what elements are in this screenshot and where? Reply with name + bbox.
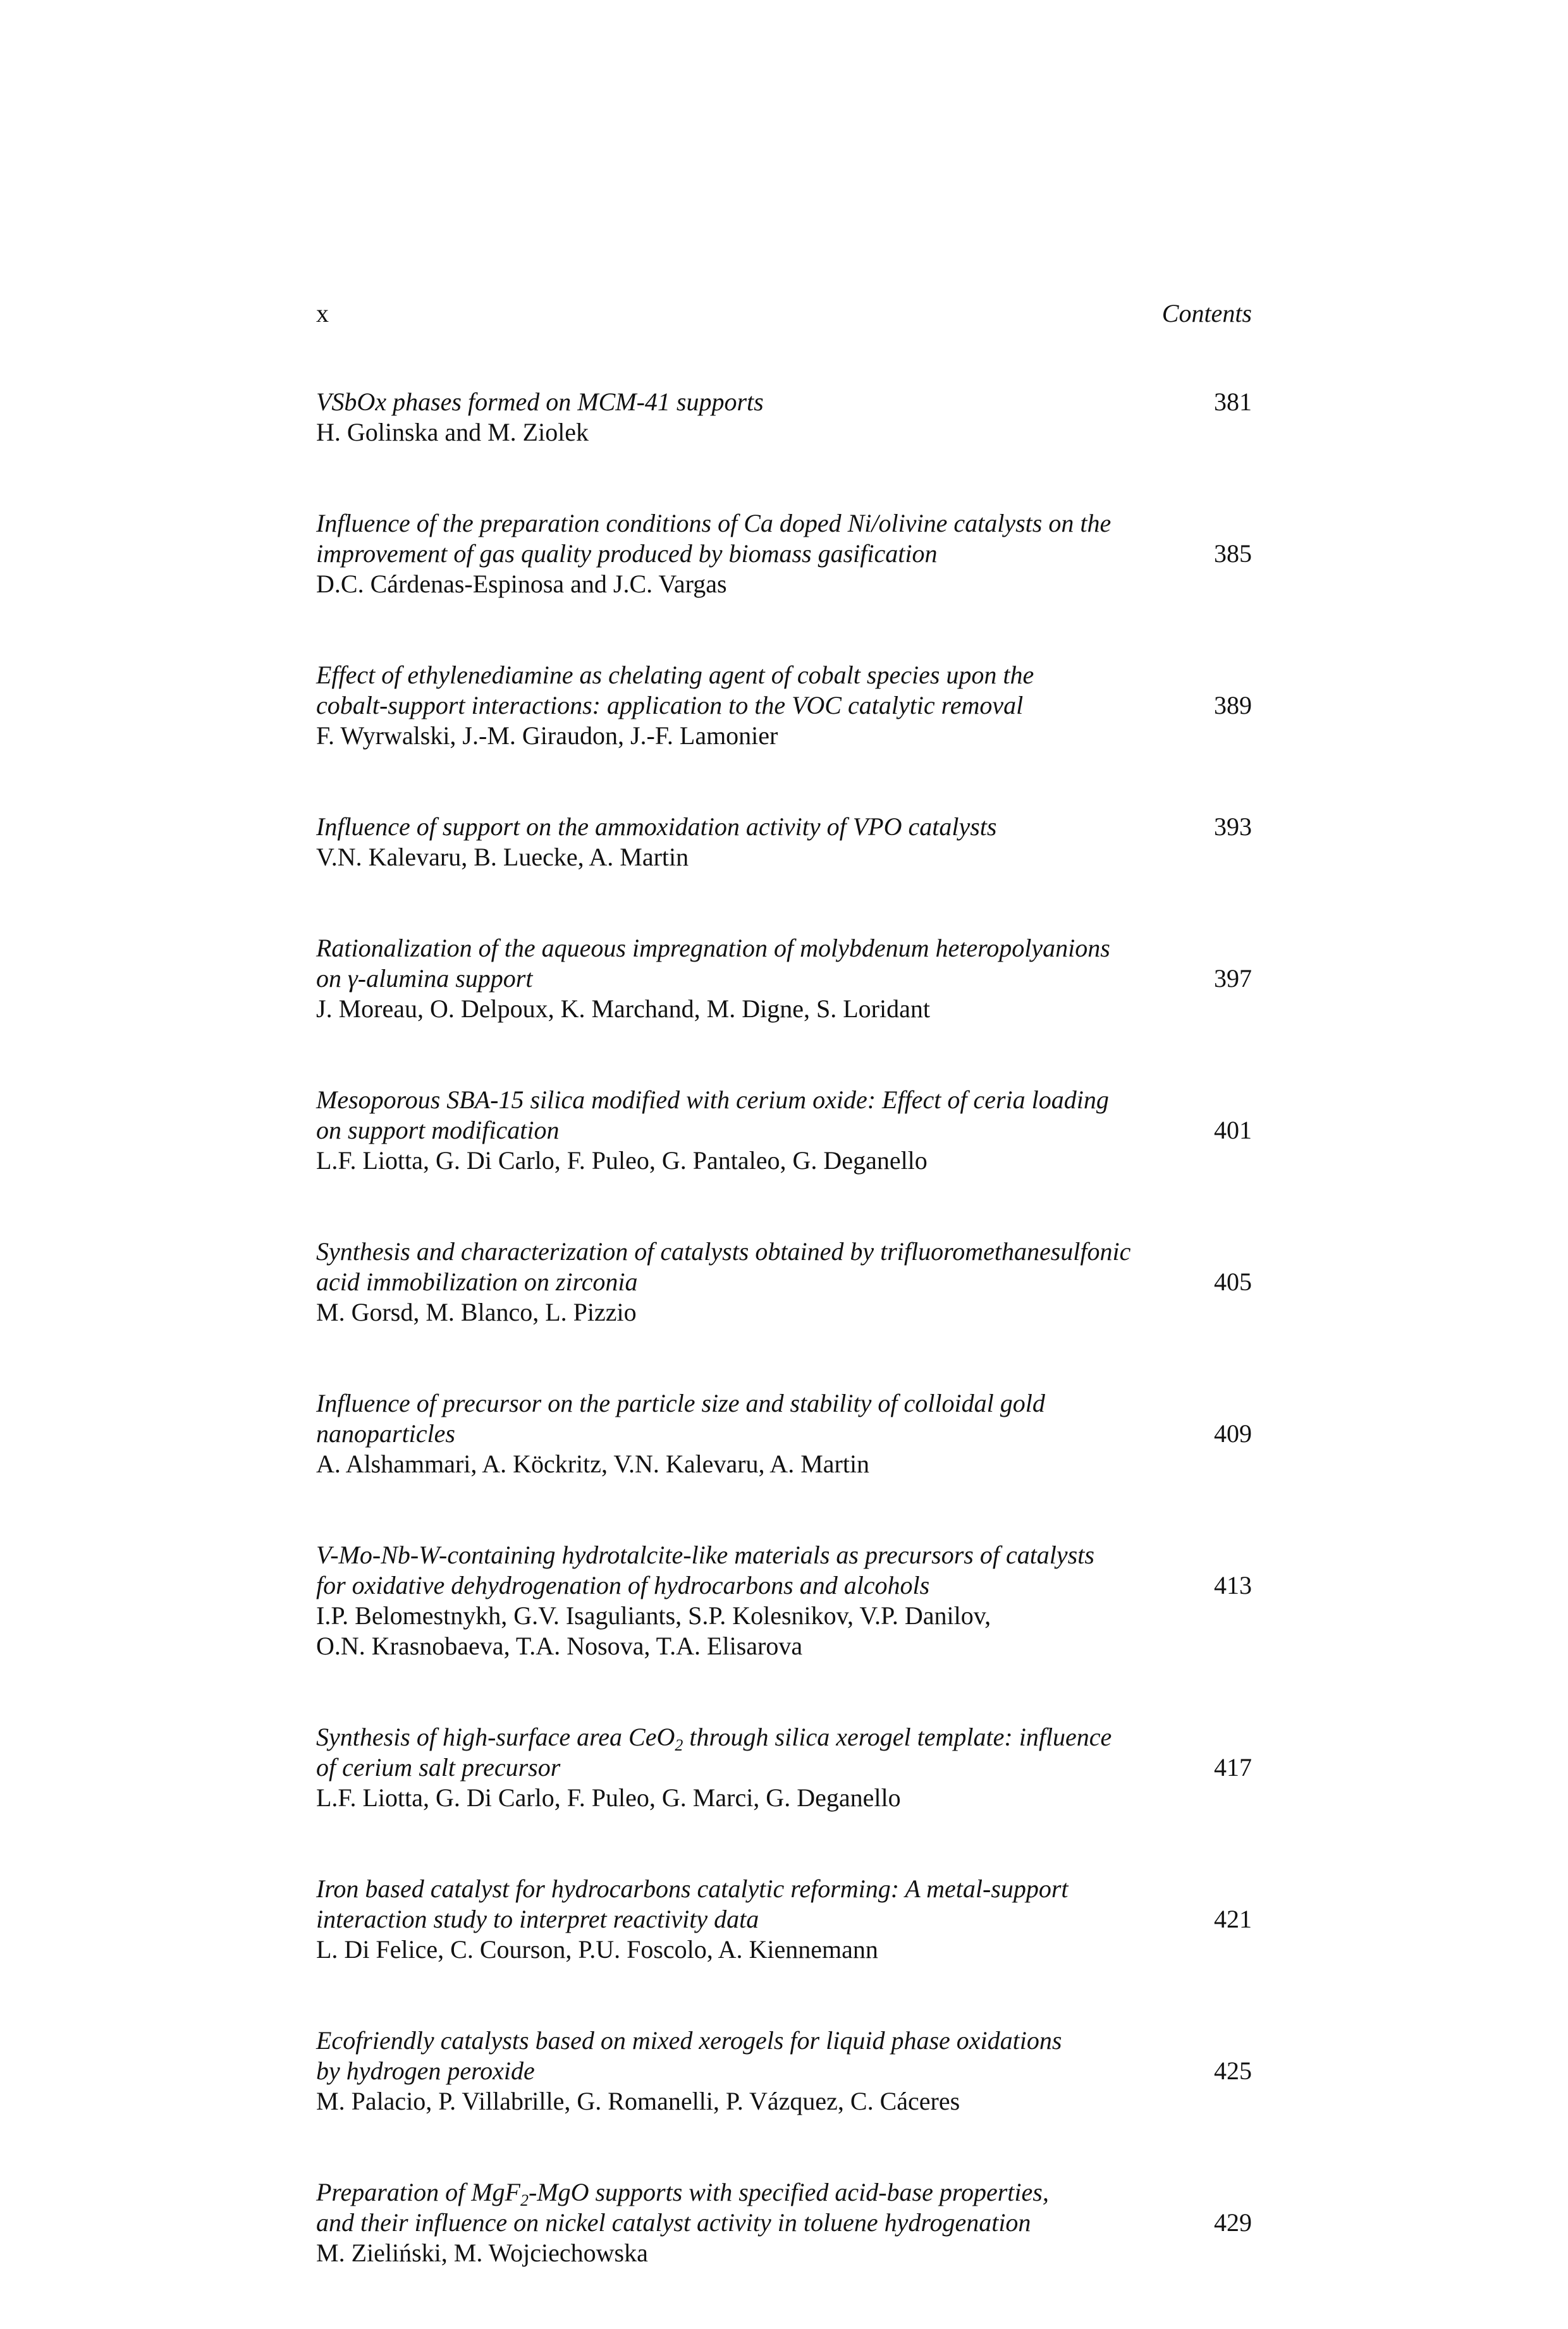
entry-title-line: by hydrogen peroxide (316, 2057, 535, 2085)
entry-page-number[interactable]: 401 (1214, 1116, 1252, 1144)
toc-entry[interactable] (316, 1085, 1252, 1176)
toc-entry[interactable] (316, 1237, 1252, 1328)
entry-authors-line: D.C. Cárdenas-Espinosa and J.C. Vargas (316, 570, 727, 598)
toc-entry[interactable] (316, 812, 1252, 872)
entry-authors-line: L.F. Liotta, G. Di Carlo, F. Puleo, G. Pantaleo, G. Deganello (316, 1146, 928, 1175)
entry-title-line: interaction study to interpret reactivity data (316, 1905, 759, 1933)
entry-title-line: acid immobilization on zirconia (316, 1268, 638, 1296)
entry-authors-line: O.N. Krasnobaeva, T.A. Nosova, T.A. Elisarova (316, 1632, 803, 1660)
toc-entry[interactable] (316, 1388, 1252, 1479)
entry-title-line: Influence of the preparation conditions of Ca doped Ni/olivine catalysts on the (316, 509, 1112, 537)
toc-entry[interactable] (316, 1722, 1252, 1813)
page-header (316, 298, 1252, 336)
entry-authors-line: M. Palacio, P. Villabrille, G. Romanelli, P. Vázquez, C. Cáceres (316, 2087, 960, 2115)
entry-page-number[interactable]: 421 (1214, 1905, 1252, 1933)
entry-title-line: Ecofriendly catalysts based on mixed xerogels for liquid phase oxidations (316, 2026, 1062, 2055)
entry-title-line: Synthesis of high-surface area CeO$_2$ through silica xerogel template: influence (316, 1723, 1112, 1754)
entry-title-line: Iron based catalyst for hydrocarbons catalytic reforming: A metal-support (316, 1874, 1069, 1903)
entry-page-number[interactable]: 385 (1214, 539, 1252, 568)
toc-entry[interactable] (316, 660, 1252, 751)
toc-entry[interactable] (316, 2177, 1252, 2268)
entry-page-number[interactable]: 405 (1214, 1268, 1252, 1296)
entry-title-line: V-Mo-Nb-W-containing hydrotalcite-like materials as precursors of catalysts (316, 1541, 1094, 1569)
entry-page-number[interactable]: 409 (1214, 1419, 1252, 1448)
toc-entry[interactable] (316, 1874, 1252, 1965)
running-title: Contents (1161, 299, 1252, 327)
entry-authors-line: F. Wyrwalski, J.-M. Giraudon, J.-F. Lamonier (316, 721, 778, 750)
entry-authors-line: V.N. Kalevaru, B. Luecke, A. Martin (316, 843, 689, 871)
toc-entry[interactable] (316, 508, 1252, 599)
entry-page-number[interactable]: 389 (1214, 691, 1252, 719)
entry-authors-line: A. Alshammari, A. Köckritz, V.N. Kalevaru, A. Martin (316, 1450, 870, 1478)
entry-page-number[interactable]: 413 (1214, 1571, 1252, 1599)
entry-authors-line: M. Zieliński, M. Wojciechowska (316, 2239, 648, 2267)
toc-entry[interactable] (316, 387, 1252, 448)
entry-title-line: of cerium salt precursor (316, 1753, 561, 1782)
entry-authors-line: L. Di Felice, C. Courson, P.U. Foscolo, A. Kiennemann (316, 1935, 878, 1964)
entry-title-line: Influence of support on the ammoxidation activity of VPO catalysts (316, 812, 997, 841)
entry-title-line: nanoparticles (316, 1419, 455, 1448)
entry-authors-line: J. Moreau, O. Delpoux, K. Marchand, M. Digne, S. Loridant (316, 994, 930, 1023)
entry-title-line: Synthesis and characterization of catalysts obtained by trifluoromethanesulfonic (316, 1237, 1131, 1266)
entry-title-line: Mesoporous SBA-15 silica modified with cerium oxide: Effect of ceria loading (316, 1085, 1109, 1114)
entry-page-number[interactable]: 429 (1214, 2208, 1252, 2237)
entry-title-line: on γ-alumina support (316, 964, 533, 993)
table-of-contents (316, 387, 1252, 2329)
entry-title-line: on support modification (316, 1116, 560, 1144)
entry-title-line: cobalt-support interactions: application to the VOC catalytic removal (316, 691, 1024, 719)
entry-title-line: Rationalization of the aqueous impregnation of molybdenum heteropolyanions (316, 934, 1110, 962)
page-number: x (316, 299, 329, 327)
entry-title-line: Preparation of MgF$_2$-MgO supports with specified acid-base properties, (316, 2178, 1049, 2210)
entry-title-line: Effect of ethylenediamine as chelating agent of cobalt species upon the (316, 661, 1034, 689)
entry-authors-line: I.P. Belomestnykh, G.V. Isaguliants, S.P. Kolesnikov, V.P. Danilov, (316, 1601, 991, 1630)
entry-page-number[interactable]: 417 (1214, 1753, 1252, 1782)
entry-title-line: improvement of gas quality produced by biomass gasification (316, 539, 938, 568)
entry-page-number[interactable]: 393 (1214, 812, 1252, 841)
entry-title-line: and their influence on nickel catalyst activity in toluene hydrogenation (316, 2208, 1031, 2237)
entry-authors-line: M. Gorsd, M. Blanco, L. Pizzio (316, 1298, 637, 1326)
toc-entry[interactable] (316, 2026, 1252, 2117)
toc-entry[interactable] (316, 933, 1252, 1024)
entry-page-number[interactable]: 381 (1214, 388, 1252, 416)
entry-title-line: VSbOx phases formed on MCM-41 supports (316, 388, 764, 416)
entry-authors-line: L.F. Liotta, G. Di Carlo, F. Puleo, G. Marci, G. Deganello (316, 1783, 901, 1812)
toc-entry[interactable] (316, 1540, 1252, 1661)
entry-title-line: for oxidative dehydrogenation of hydrocarbons and alcohols (316, 1571, 930, 1599)
entry-title-line: Influence of precursor on the particle size and stability of colloidal gold (316, 1389, 1045, 1417)
entry-authors-line: H. Golinska and M. Ziolek (316, 418, 589, 446)
entry-page-number[interactable]: 397 (1214, 964, 1252, 993)
entry-page-number[interactable]: 425 (1214, 2057, 1252, 2085)
